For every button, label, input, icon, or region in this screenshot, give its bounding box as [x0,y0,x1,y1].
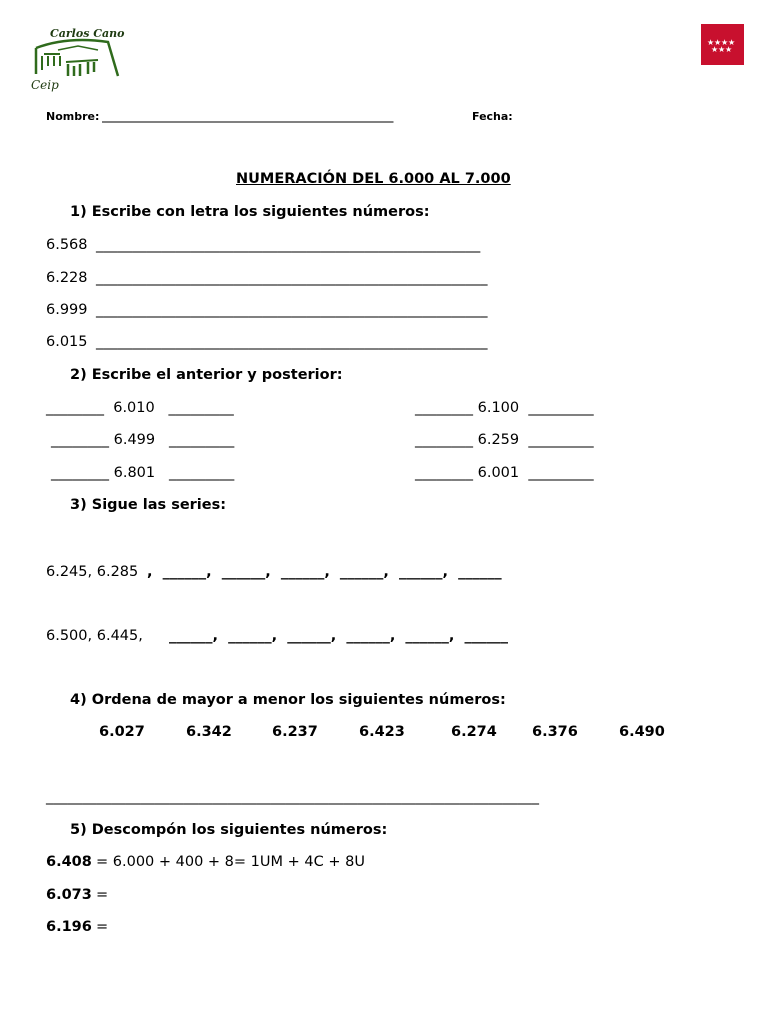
q4-number: 6.490 [619,724,665,740]
series-2-prefix: 6.500, 6.445, [46,628,143,644]
q4-number: 6.342 [186,724,232,740]
q2-item[interactable]: ________ 6.499 _________ [51,432,235,448]
q4-number: 6.027 [99,724,145,740]
logo-subtitle: Ceip [31,78,59,92]
q1-number: 6.228 [46,270,88,286]
name-label: Nombre: [46,110,100,123]
question-3-heading: 3) Sigue las series: [70,497,227,513]
logo-title: Carlos Cano [50,27,125,40]
question-2-heading: 2) Escribe el anterior y posterior: [70,367,343,383]
q2-item[interactable]: ________ 6.010 _________ [46,400,234,416]
q5-answer[interactable]: = [96,919,109,935]
q4-number: 6.423 [359,724,405,740]
q5-example-decomposition: = 6.000 + 400 + 8= 1UM + 4C + 8U [96,854,365,870]
q2-item[interactable]: ________ 6.100 _________ [415,400,594,416]
q5-number: 6.196 [46,919,92,935]
q2-item[interactable]: ________ 6.259 _________ [415,432,594,448]
q1-number: 6.015 [46,334,88,350]
q4-answer-line[interactable]: ____________________________________________________________________ [46,789,539,805]
q5-answer[interactable]: = [96,887,109,903]
series-2-blanks[interactable]: ______, ______, ______, ______, ______, ______ [169,628,509,644]
q2-item[interactable]: ________ 6.801 _________ [51,465,235,481]
q1-answer-line[interactable]: _____________________________________________________ [96,237,481,253]
q1-number: 6.999 [46,302,88,318]
q1-answer-line[interactable]: ______________________________________________________ [96,302,488,318]
page-title: NUMERACIÓN DEL 6.000 AL 7.000 [236,171,511,187]
madrid-flag-icon: ★ ★ ★ ★ ★ ★ ★ [701,24,744,65]
series-1-prefix: 6.245, 6.285 [46,564,139,580]
q5-number: 6.073 [46,887,92,903]
date-label: Fecha: [472,110,513,123]
series-1-blanks[interactable]: , ______, ______, ______, ______, ______, ______ [147,564,502,580]
q5-example-number: 6.408 [46,854,92,870]
q1-answer-line[interactable]: ______________________________________________________ [96,334,488,350]
q1-number: 6.568 [46,237,88,253]
question-4-heading: 4) Ordena de mayor a menor los siguientes números: [70,692,506,708]
question-1-heading: 1) Escribe con letra los siguientes números: [70,204,430,220]
question-5-heading: 5) Descompón los siguientes números: [70,822,388,838]
q2-item[interactable]: ________ 6.001 _________ [415,465,594,481]
q4-number: 6.274 [451,724,497,740]
q4-number: 6.376 [532,724,578,740]
name-field[interactable]: _____________________________________________________ [102,110,394,123]
q4-number: 6.237 [272,724,318,740]
q1-answer-line[interactable]: ______________________________________________________ [96,270,488,286]
